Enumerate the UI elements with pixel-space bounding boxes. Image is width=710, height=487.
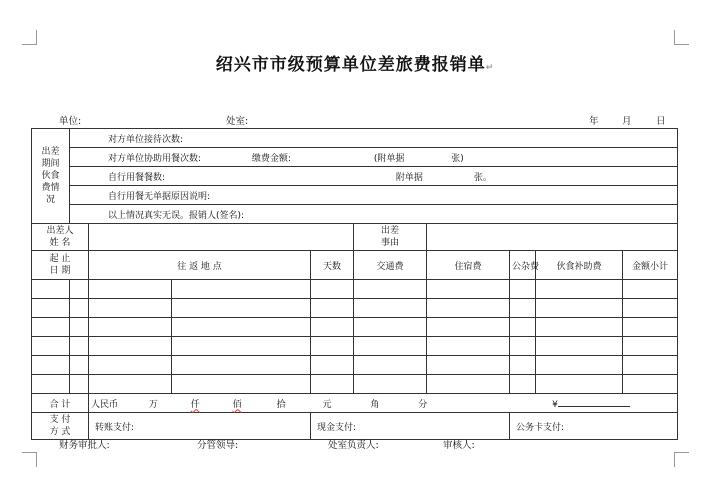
transport-cell[interactable]: [354, 318, 427, 337]
end-date-cell[interactable]: [70, 280, 89, 299]
date-range-header: [32, 251, 89, 280]
itinerary-row: [32, 318, 678, 337]
misc-cell[interactable]: [510, 318, 536, 337]
start-date-cell[interactable]: [32, 337, 70, 356]
days-cell[interactable]: [311, 299, 354, 318]
payment-amount-label: 缴费金额:: [251, 153, 291, 164]
meal-allowance-cell[interactable]: [536, 280, 623, 299]
date-range-header-line: 日 期: [49, 266, 71, 276]
yuan-unit: 元: [322, 399, 332, 410]
trip-reason-label-line: 出差: [380, 226, 399, 236]
itinerary-row: [32, 375, 678, 394]
end-date-cell[interactable]: [70, 318, 89, 337]
wan-unit: 万: [148, 399, 158, 410]
subtotal-cell[interactable]: [623, 280, 678, 299]
card-payment-field[interactable]: [510, 413, 678, 440]
to-place-cell[interactable]: [172, 356, 311, 375]
to-place-cell[interactable]: [172, 280, 311, 299]
year-label: 年: [589, 116, 599, 127]
subtotal-header: 金额小计: [623, 251, 678, 280]
receipt-count-unit: 张): [451, 153, 464, 164]
days-cell[interactable]: [311, 375, 354, 394]
claimant-signature-field[interactable]: [70, 205, 678, 224]
document-title: 绍兴市市级预算单位差旅费报销单↵: [215, 55, 495, 75]
hospitality-label-line: 出差: [41, 147, 60, 157]
misc-cell[interactable]: [510, 375, 536, 394]
payment-method-label: [32, 413, 89, 440]
days-cell[interactable]: [311, 337, 354, 356]
itinerary-row: [32, 356, 678, 375]
host-reception-count-field[interactable]: [70, 129, 678, 148]
days-header: 天数: [311, 251, 354, 280]
meal-allowance-cell[interactable]: [536, 318, 623, 337]
end-date-cell[interactable]: [70, 337, 89, 356]
meal-allowance-cell[interactable]: [536, 337, 623, 356]
transport-cell[interactable]: [354, 356, 427, 375]
supervising-leader-label: 分管领导:: [197, 440, 239, 451]
transport-cell[interactable]: [354, 299, 427, 318]
expense-form-table: [31, 128, 678, 440]
lodging-cell[interactable]: [427, 375, 510, 394]
transport-cell[interactable]: [354, 375, 427, 394]
crop-mark-top-left: [22, 30, 37, 45]
hospitality-label-line: 期间: [41, 159, 60, 169]
lodging-cell[interactable]: [427, 356, 510, 375]
end-date-cell[interactable]: [70, 299, 89, 318]
from-place-cell[interactable]: [89, 356, 172, 375]
subtotal-cell[interactable]: [623, 356, 678, 375]
hospitality-label-line: 况: [45, 195, 55, 205]
dept-label: 处室:: [226, 116, 249, 127]
transport-cell[interactable]: [354, 337, 427, 356]
meal-allowance-cell[interactable]: [536, 375, 623, 394]
to-place-cell[interactable]: [172, 318, 311, 337]
days-cell[interactable]: [311, 280, 354, 299]
meal-allowance-cell[interactable]: [536, 299, 623, 318]
card-payment-label: 公务卡支付:: [516, 422, 565, 433]
bai-unit: 佰: [232, 399, 242, 410]
places-header: 往 返 地 点: [89, 251, 311, 280]
fen-unit: 分: [418, 399, 428, 410]
misc-cell[interactable]: [510, 356, 536, 375]
hospitality-section-label: [32, 129, 70, 224]
receipt-attached-label: (附单据: [373, 153, 405, 164]
finance-approver-label: 财务审批人:: [59, 440, 110, 451]
transfer-payment-label: 转账支付:: [95, 422, 135, 433]
from-place-cell[interactable]: [89, 280, 172, 299]
subtotal-cell[interactable]: [623, 337, 678, 356]
subtotal-cell[interactable]: [623, 318, 678, 337]
traveler-name-label: [32, 224, 89, 251]
traveler-name-label-line: 姓 名: [49, 238, 71, 248]
from-place-cell[interactable]: [89, 375, 172, 394]
from-place-cell[interactable]: [89, 299, 172, 318]
end-date-cell[interactable]: [70, 375, 89, 394]
self-meals-field[interactable]: [70, 167, 678, 186]
transport-cell[interactable]: [354, 280, 427, 299]
to-place-cell[interactable]: [172, 337, 311, 356]
itinerary-row: [32, 337, 678, 356]
crop-mark-bottom-left: [22, 452, 37, 467]
days-cell[interactable]: [311, 318, 354, 337]
from-place-cell[interactable]: [89, 337, 172, 356]
yen-sign: ¥: [552, 399, 558, 410]
meal-allowance-cell[interactable]: [536, 356, 623, 375]
paragraph-mark-icon: ↵: [485, 63, 495, 73]
total-amount-field[interactable]: [89, 394, 678, 413]
subtotal-cell[interactable]: [623, 299, 678, 318]
dept-head-label: 处室负责人:: [328, 440, 379, 451]
lodging-cell[interactable]: [427, 299, 510, 318]
shi-unit: 拾: [276, 399, 286, 410]
misc-cell[interactable]: [510, 299, 536, 318]
total-label: 合 计: [32, 394, 89, 413]
lodging-cell[interactable]: [427, 337, 510, 356]
cash-payment-field[interactable]: [311, 413, 510, 440]
date-range-header-line: 起 止: [49, 254, 71, 264]
self-meals-receipt-label: 附单据: [395, 172, 423, 183]
day-label: 日: [656, 116, 666, 127]
subtotal-cell[interactable]: [623, 375, 678, 394]
meal-allowance-header: 伙食补助费: [536, 251, 623, 280]
traveler-name-input[interactable]: [89, 224, 354, 251]
claimant-signature-label: 以上情况真实无误。报销人(签名):: [108, 210, 245, 221]
payment-method-label-line: 支 付: [49, 415, 71, 425]
itinerary-row: [32, 280, 678, 299]
days-cell[interactable]: [311, 356, 354, 375]
self-meals-receipt-unit: 张。: [473, 172, 492, 183]
payment-method-label-line: 方 式: [49, 427, 71, 437]
to-place-cell[interactable]: [172, 375, 311, 394]
itinerary-row: [32, 299, 678, 318]
self-meals-label: 自行用餐餐数:: [108, 172, 166, 183]
to-place-cell[interactable]: [172, 299, 311, 318]
rmb-label: 人民币: [91, 399, 119, 410]
misc-header: 公杂费: [510, 251, 536, 280]
hospitality-label-line: 费情: [41, 183, 60, 193]
lodging-cell[interactable]: [427, 318, 510, 337]
from-place-cell[interactable]: [89, 318, 172, 337]
misc-cell[interactable]: [510, 280, 536, 299]
no-receipt-reason-field[interactable]: [70, 186, 678, 205]
reviewer-label: 审核人:: [443, 440, 475, 451]
transport-header: 交通费: [354, 251, 427, 280]
qian-unit: 仟: [190, 399, 200, 410]
start-date-cell[interactable]: [32, 280, 70, 299]
no-receipt-reason-label: 自行用餐无单据原因说明:: [108, 191, 211, 202]
start-date-cell[interactable]: [32, 356, 70, 375]
start-date-cell[interactable]: [32, 375, 70, 394]
lodging-header: 住宿费: [427, 251, 510, 280]
cash-payment-label: 现金支付:: [317, 422, 357, 433]
crop-mark-bottom-right: [674, 452, 689, 467]
crop-mark-top-right: [674, 30, 689, 45]
start-date-cell[interactable]: [32, 318, 70, 337]
trip-reason-input[interactable]: [427, 224, 678, 251]
host-reception-count-label: 对方单位接待次数:: [108, 134, 184, 145]
trip-reason-label-line: 事由: [380, 238, 399, 248]
host-assisted-meals-field[interactable]: [70, 148, 678, 167]
yen-amount-underline: [558, 398, 630, 407]
host-assisted-meals-label: 对方单位协助用餐次数:: [108, 153, 202, 164]
misc-cell[interactable]: [510, 337, 536, 356]
traveler-name-label-line: 出差人: [46, 226, 74, 236]
transfer-payment-field[interactable]: [89, 413, 311, 440]
jiao-unit: 角: [370, 399, 380, 410]
trip-reason-label: [354, 224, 427, 251]
end-date-cell[interactable]: [70, 356, 89, 375]
unit-label: 单位:: [59, 116, 82, 127]
hospitality-label-line: 伙食: [41, 171, 60, 181]
lodging-cell[interactable]: [427, 280, 510, 299]
start-date-cell[interactable]: [32, 299, 70, 318]
month-label: 月: [622, 116, 632, 127]
